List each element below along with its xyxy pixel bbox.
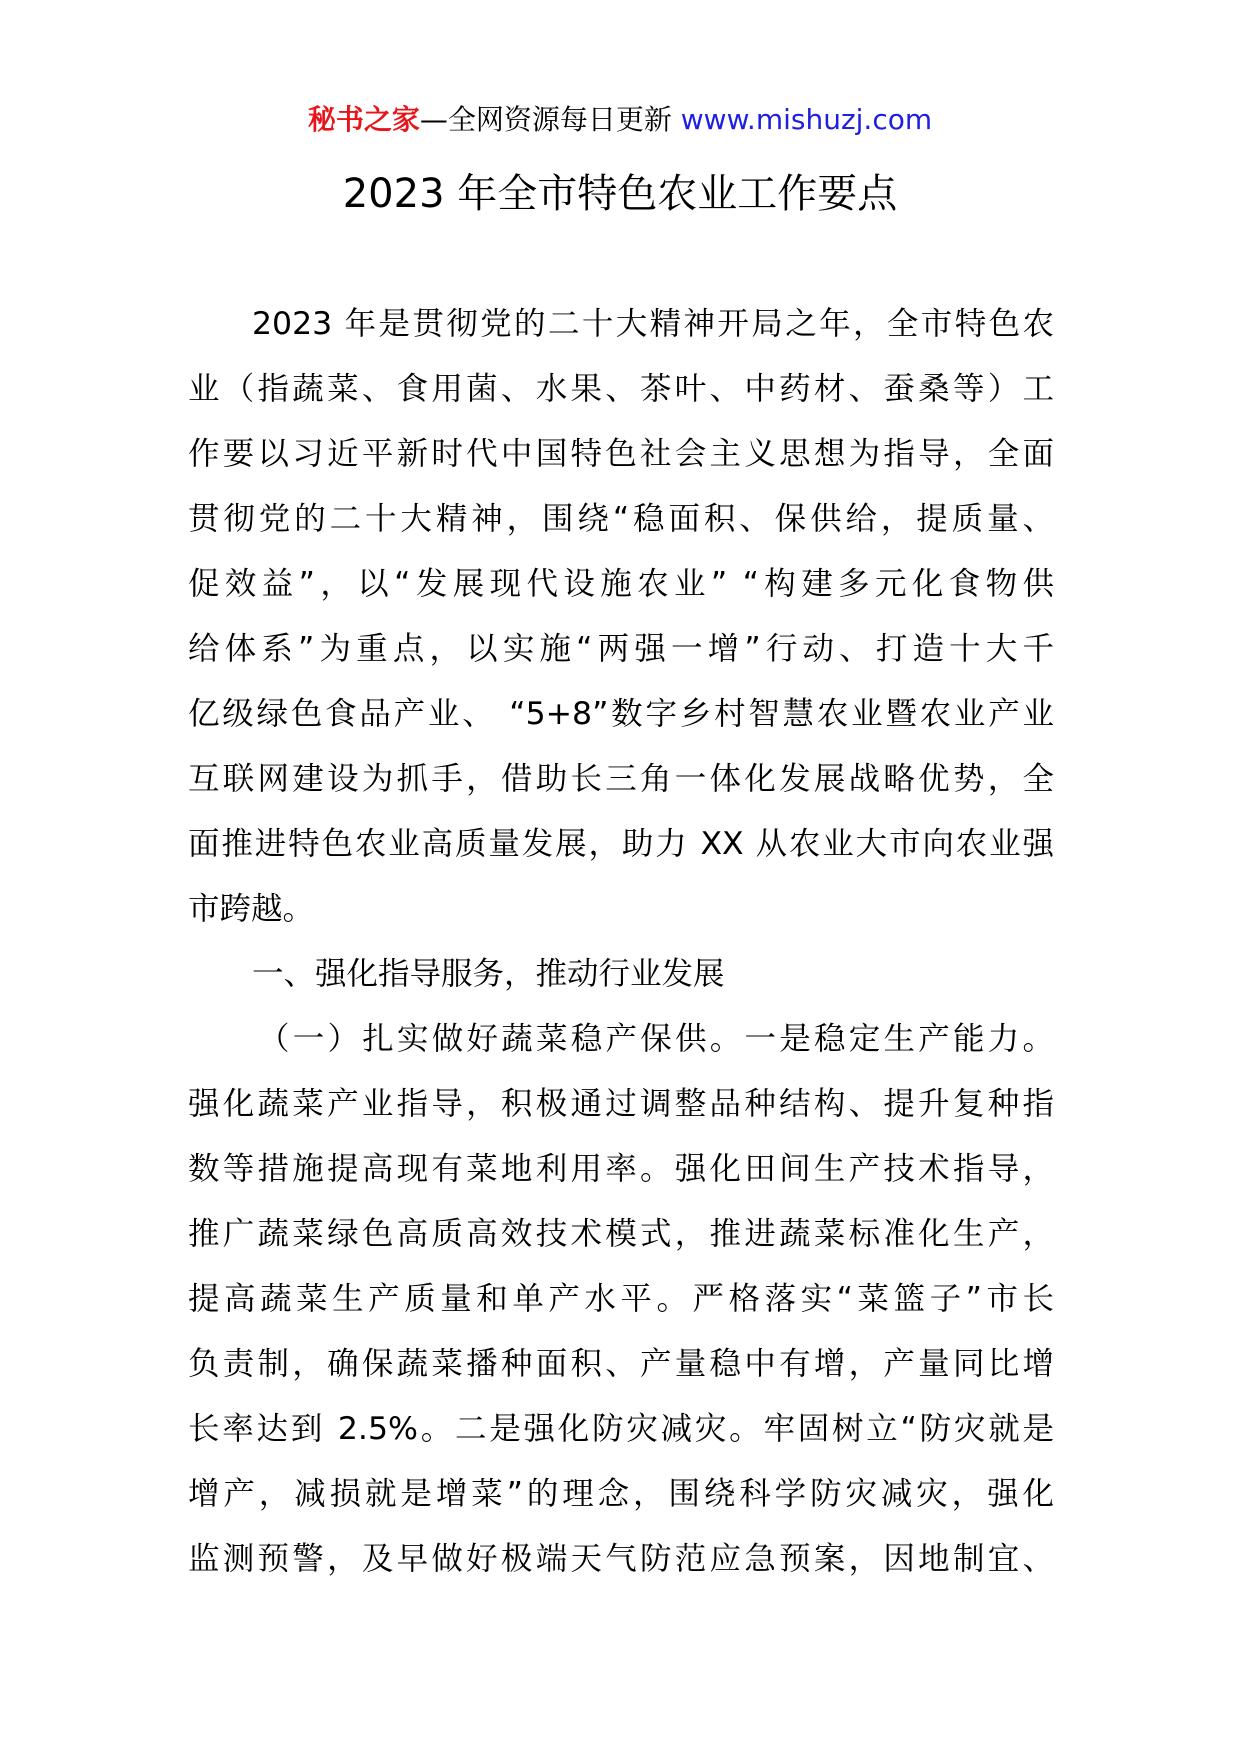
section-heading: 一、强化指导服务，推动行业发展 (252, 956, 725, 992)
paragraph-line: 提高蔬菜生产质量和单产水平。严格落实“菜篮子”市长 (188, 1281, 1054, 1317)
document-body (188, 292, 1054, 1592)
paragraph-line: 增产，减损就是增菜”的理念，围绕科学防灾减灾，强化 (188, 1476, 1054, 1512)
paragraph-line: 长率达到 2.5%。二是强化防灾减灾。牢固树立“防灾就是 (188, 1411, 1054, 1447)
paragraph-line: 市跨越。 (188, 891, 315, 927)
paragraph-line: 监测预警，及早做好极端天气防范应急预案，因地制宜、 (188, 1541, 1054, 1577)
paragraph-line: 作要以习近平新时代中国特色社会主义思想为指导，全面 (188, 436, 1054, 472)
paragraph-line: 贯彻党的二十大精神，围绕“稳面积、保供给，提质量、 (188, 501, 1054, 537)
paragraph-line: 强化蔬菜产业指导，积极通过调整品种结构、提升复种指 (188, 1086, 1054, 1122)
paragraph-line: 给体系”为重点，以实施“两强一增”行动、打造十大千 (188, 631, 1054, 667)
banner-tagline: —全网资源每日更新 (419, 103, 681, 136)
paragraph-line: 互联网建设为抓手，借助长三角一体化发展战略优势，全 (188, 761, 1054, 797)
paragraph-line: 2023 年是贯彻党的二十大精神开局之年，全市特色农 (252, 306, 1054, 342)
paragraph-line: 数等措施提高现有菜地利用率。强化田间生产技术指导， (188, 1151, 1054, 1187)
website-link[interactable]: www.mishuzj.com (680, 103, 933, 136)
site-banner (0, 100, 1240, 140)
paragraph-line: 推广蔬菜绿色高质高效技术模式，推进蔬菜标准化生产， (188, 1216, 1054, 1252)
page-title: 2023 年全市特色农业工作要点 (342, 171, 898, 217)
paragraph-line: （一）扎实做好蔬菜稳产保供。一是稳定生产能力。 (258, 1021, 1054, 1057)
paragraph-line: 亿级绿色食品产业、 “5+8”数字乡村智慧农业暨农业产业 (188, 696, 1054, 732)
paragraph-line: 负责制，确保蔬菜播种面积、产量稳中有增，产量同比增 (188, 1346, 1054, 1382)
paragraph-line: 业（指蔬菜、食用菌、水果、茶叶、中药材、蚕桑等）工 (188, 371, 1054, 407)
paragraph-line: 面推进特色农业高质量发展，助力 XX 从农业大市向农业强 (188, 826, 1054, 862)
brand-name: 秘书之家 (307, 103, 420, 136)
paragraph-line: 促效益”，以“发展现代设施农业” “构建多元化食物供 (188, 566, 1054, 602)
